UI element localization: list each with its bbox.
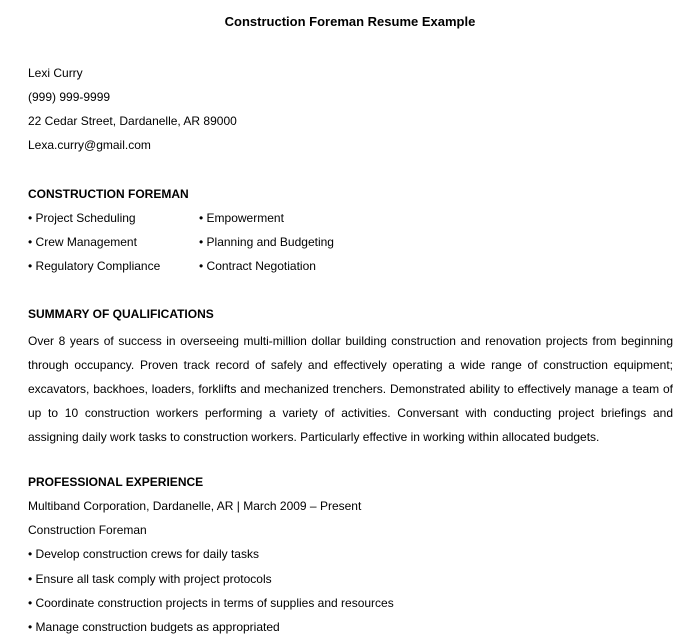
experience-bullet: • Coordinate construction projects in terms of supplies and resources [28,596,394,610]
employer-line: Multiband Corporation, Dardanelle, AR | March 2009 – Present [28,499,362,513]
skill-item: • Regulatory Compliance [28,259,161,273]
skill-item: • Planning and Budgeting [199,235,334,249]
job-role: Construction Foreman [28,523,147,537]
summary-heading: SUMMARY OF QUALIFICATIONS [28,307,214,321]
skill-item: • Project Scheduling [28,211,136,225]
contact-name: Lexi Curry [28,66,83,80]
experience-heading: PROFESSIONAL EXPERIENCE [28,475,204,489]
skill-item: • Empowerment [199,211,284,225]
experience-bullet: • Develop construction crews for daily tasks [28,547,259,561]
document-title: Construction Foreman Resume Example [224,14,476,29]
skills-heading: CONSTRUCTION FOREMAN [28,187,189,201]
summary-paragraph: Over 8 years of success in overseeing multi-million dollar building construction and renovation projects from beginning through occupancy. Proven track record of safely and effectively operating a wide range of construction equipment; excavators, backhoes, loaders, forklifts and mechanized trenchers. Demonstrated ability to effectively manage a team of up to 10 construction workers performing a variety of activities. Conversant with conducting project briefings and assigning daily work tasks to construction workers. Particularly effective in working within allocated budgets. [28,334,673,444]
experience-bullet: • Manage construction budgets as appropriated [28,620,280,634]
experience-bullet: • Ensure all task comply with project protocols [28,572,272,586]
contact-email: Lexa.curry@gmail.com [28,138,151,152]
contact-address: 22 Cedar Street, Dardanelle, AR 89000 [28,114,237,128]
skill-item: • Crew Management [28,235,137,249]
contact-phone: (999) 999-9999 [28,90,111,104]
skill-item: • Contract Negotiation [199,259,316,273]
